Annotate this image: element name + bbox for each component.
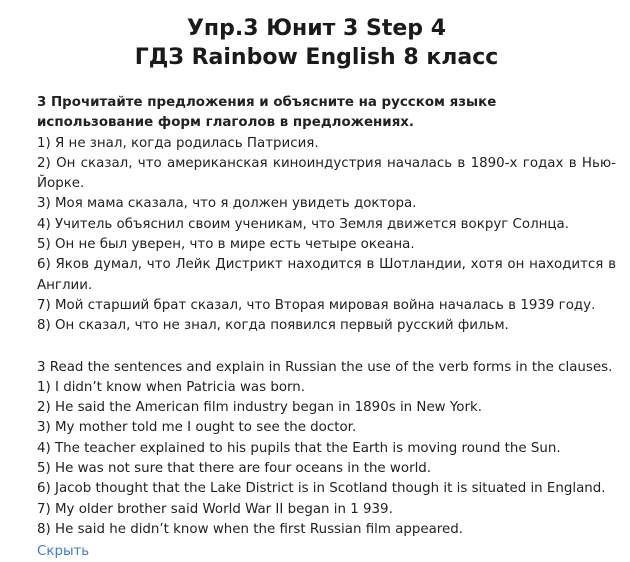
title-line-exercise: Упр.3 Юнит 3 Step 4 <box>186 16 447 41</box>
russian-item-6: 6) Яков думал, что Лейк Дистрикт находится в Шотландии, хотя он находится в Англии. <box>37 257 616 293</box>
russian-item-3: 3) Моя мама сказала, что я должен увидеть доктора. <box>37 196 417 212</box>
page-title <box>37 14 616 72</box>
russian-item-5: 5) Он не был уверен, что в мире есть четыре океана. <box>37 237 415 253</box>
english-item-8: 8) He said he didn’t know when the first Russian film appeared. <box>37 521 464 537</box>
english-item-5: 5) He was not sure that there are four oceans in the world. <box>37 461 432 477</box>
title-line-book: ГДЗ Rainbow English 8 класс <box>134 45 499 70</box>
english-item-6: 6) Jacob thought that the Lake District is in Scotland though it is situated in England. <box>37 481 606 497</box>
english-item-3: 3) My mother told me I ought to see the doctor. <box>37 420 357 436</box>
english-item-4: 4) The teacher explained to his pupils that the Earth is moving round the Sun. <box>37 440 561 456</box>
english-section <box>37 358 616 541</box>
russian-item-8: 8) Он сказал, что не знал, когда появился первый русский фильм. <box>37 318 509 334</box>
english-task-heading: 3 Read the sentences and explain in Russian the use of the verb forms in the clauses. <box>37 359 613 375</box>
russian-item-4: 4) Учитель объяснил своим ученикам, что Земля движется вокруг Солнца. <box>37 216 569 232</box>
russian-task-heading: 3 Прочитайте предложения и объясните на русском языке использование форм глаголов в предложениях. <box>37 95 497 131</box>
english-item-1: 1) I didn’t know when Patricia was born. <box>37 379 306 395</box>
hide-link[interactable]: Скрыть <box>37 544 90 560</box>
english-item-7: 7) My older brother said World War II began in 1 939. <box>37 501 393 517</box>
russian-item-7: 7) Мой старший брат сказал, что Вторая мировая война началась в 1939 году. <box>37 297 596 313</box>
russian-item-1: 1) Я не знал, когда родилась Патрисия. <box>37 135 319 151</box>
russian-item-2: 2) Он сказал, что американская киноиндустрия началась в 1890-х годах в Нью-Йорке. <box>37 155 616 192</box>
russian-section <box>37 93 616 337</box>
english-item-2: 2) He said the American film industry began in 1890s in New York. <box>37 400 482 416</box>
